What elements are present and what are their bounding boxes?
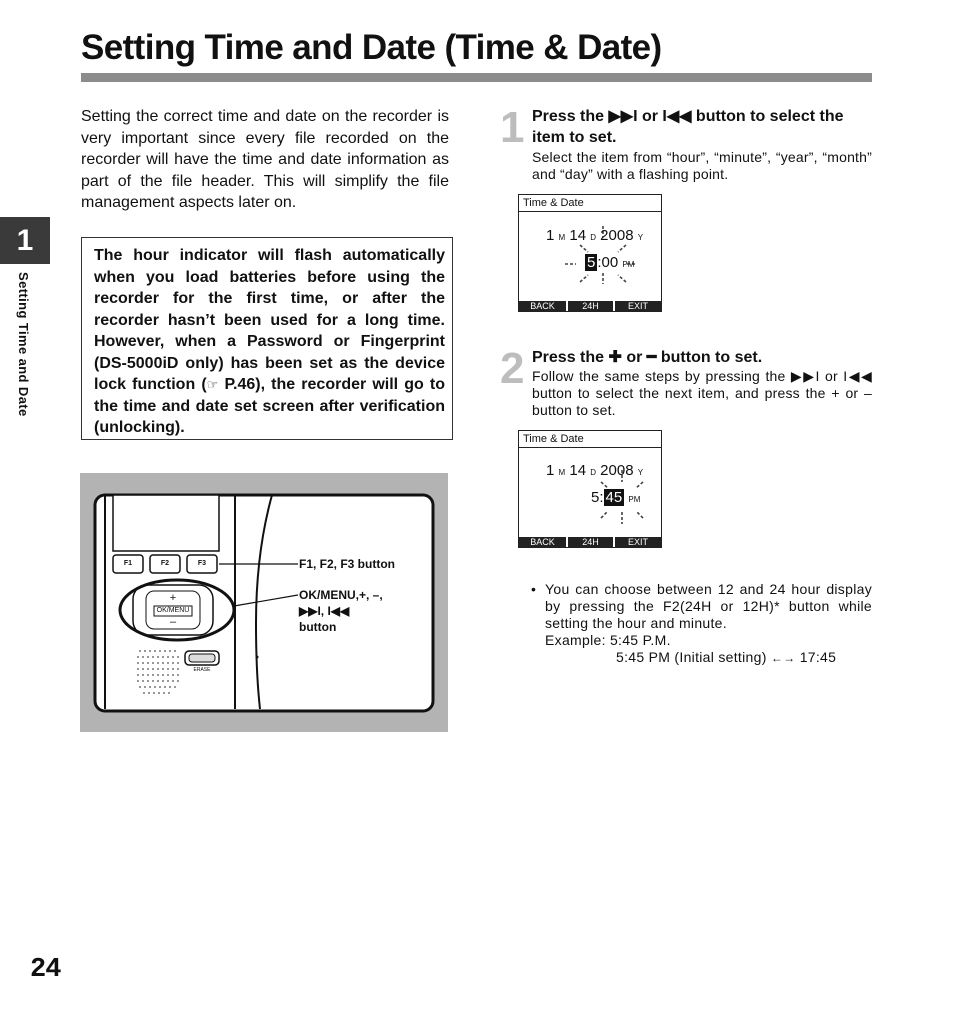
nav-buttons-callout-1: OK/MENU,+, –, [299, 588, 383, 602]
notice-box [81, 237, 453, 440]
softkey-back[interactable]: BACK [519, 301, 566, 311]
f-buttons-callout: F1, F2, F3 button [299, 557, 395, 571]
step-1-body: Select the item from “hour”, “minute”, “year”, “month” and “day” with a flashing point. [532, 149, 872, 182]
year-value: 2008 [600, 462, 634, 479]
lcd-time-line [591, 489, 640, 506]
ok-menu-button[interactable]: OK/MENU [156, 607, 190, 614]
lcd-title: Time & Date [519, 195, 661, 212]
day-unit: D [590, 233, 596, 242]
minute-value-flashing: 45 [605, 489, 623, 506]
ampm-value: PM [628, 495, 641, 504]
softkey-24h[interactable]: 24H [568, 301, 613, 311]
year-unit: Y [637, 233, 644, 242]
recorder-illustration [80, 473, 448, 732]
plus-button[interactable]: + [169, 592, 177, 604]
year-value: 2008 [600, 227, 634, 244]
month-value: 1 [546, 462, 555, 479]
step-2-heading: Press the ✚ or ━ button to set. [532, 349, 763, 366]
intro-paragraph: Setting the correct time and date on the recorder is very important since every file recorded on the recorder will have the time and date information as part of the file header. This will simplify the file management aspects later on. [81, 108, 449, 211]
notice-text-part2: P.46), the recorder will go to the time and date set screen after verification (unlocking). [94, 376, 445, 436]
day-value: 14 [569, 227, 587, 244]
hour-value: 5 [591, 489, 600, 506]
step-1-heading: Press the ▶▶I or I◀◀ button to select the item to set. [532, 108, 844, 146]
note-bullet: • [531, 581, 537, 597]
double-arrow-icon: ←→ [770, 651, 796, 665]
page-number: 24 [30, 955, 61, 985]
year-unit: Y [637, 468, 644, 477]
softkey-exit[interactable]: EXIT [615, 301, 661, 311]
step-2-number: 2 [500, 344, 525, 393]
hour-value-flashing: 5 [587, 254, 596, 271]
24h-example-text: 17:45 [799, 649, 837, 665]
note-block [531, 581, 872, 667]
lcd-title: Time & Date [519, 431, 661, 448]
day-value: 14 [569, 462, 587, 479]
note-text: You can choose between 12 and 24 hour display by pressing the F2(24H or 12H)* button while setting the hour and minute. [545, 581, 872, 631]
time-colon: : [597, 254, 602, 271]
softkey-back[interactable]: BACK [519, 537, 566, 547]
title-rule [81, 73, 872, 82]
f1-button[interactable]: F1 [123, 560, 133, 567]
notice-text-part1: The hour indicator will flash automatically when you load batteries before using the recorder for the first time, or after the recorder hasn’t been used for a long time. However, when a Password or Fingerprint (DS-5000iD only) has been set as the device lock function ( [94, 247, 445, 393]
chapter-side-label: Setting Time and Date [16, 272, 31, 417]
f2-button[interactable]: F2 [160, 560, 170, 567]
softkey-exit[interactable]: EXIT [615, 537, 661, 547]
step-1-number: 1 [500, 103, 525, 152]
month-unit: M [558, 233, 566, 242]
minute-value: 00 [601, 254, 619, 271]
lcd-screen-step-2 [518, 430, 662, 548]
time-colon: : [599, 489, 604, 506]
reference-icon: ☞ [206, 377, 219, 392]
nav-buttons-callout-2: ▶▶I, I◀◀ [299, 604, 350, 618]
step-2-body: Follow the same steps by pressing the ▶▶I or I◀◀ button to select the next item, and press the + or – button to set. [532, 368, 872, 418]
ampm-value: PM [622, 260, 635, 269]
day-unit: D [590, 468, 596, 477]
nav-buttons-callout-3: button [299, 620, 337, 634]
minus-button[interactable]: – [169, 616, 177, 628]
note-example-line2 [531, 649, 872, 667]
month-value: 1 [546, 227, 555, 244]
lcd-date-line [546, 462, 643, 479]
page-title: Setting Time and Date (Time & Date) [81, 28, 662, 67]
lcd-time-line [585, 254, 634, 271]
chapter-tab: 1 [0, 217, 50, 264]
lcd-screen-step-1 [518, 194, 662, 312]
note-example-line1: Example: 5:45 P.M. [545, 632, 671, 648]
lcd-date-line [546, 227, 643, 244]
erase-button-label: ERASE [193, 667, 211, 673]
device-figure [80, 473, 448, 732]
month-unit: M [558, 468, 566, 477]
softkey-24h[interactable]: 24H [568, 537, 613, 547]
f3-button[interactable]: F3 [197, 560, 207, 567]
initial-setting-text: 5:45 PM (Initial setting) [616, 649, 767, 665]
